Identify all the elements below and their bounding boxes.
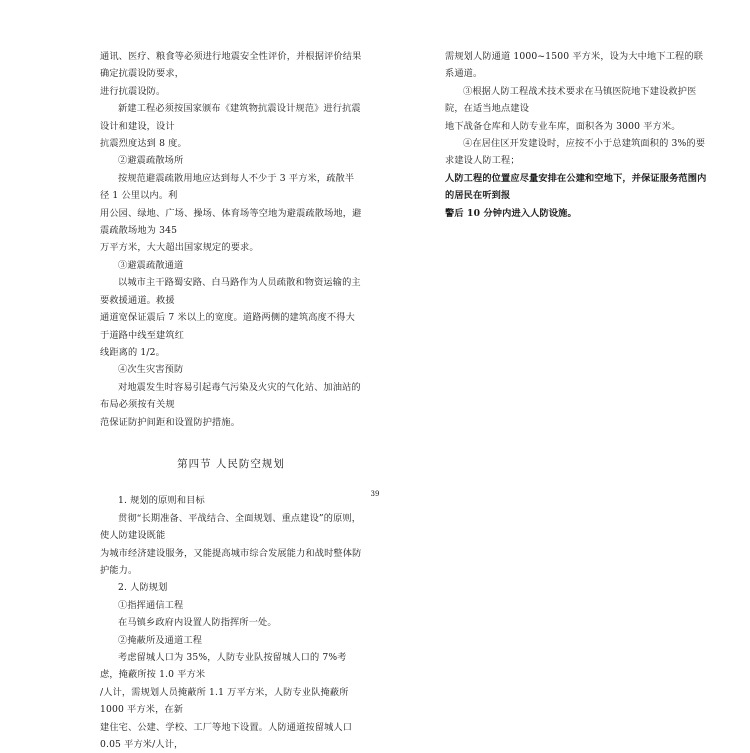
paragraph-line: 范保证防护间距和设置防护措施。 xyxy=(100,416,241,428)
paragraph-line: 为城市经济建设服务，又能提高城市综合发展能力和战时整体防护能力。 xyxy=(100,547,362,576)
paragraph-line: 用公园、绿地、广场、操场、体育场等空地为避震疏散场地，避震疏散场地为 345 xyxy=(100,207,362,237)
paragraph-line: 警后 10 分钟内进入人防设施。 xyxy=(445,207,577,219)
paragraph-line: 线距离的 1/2。 xyxy=(100,346,165,358)
paragraph-line: ④在居住区开发建设时，应按不小于总建筑面积的 3%的要求建设人防工程； xyxy=(445,138,706,167)
heading: 1. 规划的原则和目标 xyxy=(118,495,205,507)
subheading: ①指挥通信工程 xyxy=(118,599,184,611)
paragraph-line: 新建工程必须按国家颁布《建筑物抗震设计规范》进行抗震设计和建设，设计 xyxy=(100,103,361,132)
paragraph-line: 人防工程的位置应尽量安排在公建和空地下，并保证服务范围内的居民在听到报 xyxy=(445,172,707,202)
paragraph-line: 地下战备仓库和人防专业车库，面积各为 3000 平方米。 xyxy=(445,120,681,132)
subheading: ③避震疏散通道 xyxy=(118,259,184,271)
heading: 2. 人防规划 xyxy=(118,582,168,594)
paragraph-line: 以城市主干路蜀安路、白马路作为人员疏散和物资运输的主要救援通道。救援 xyxy=(100,277,361,306)
subheading: ②掩蔽所及通道工程 xyxy=(118,634,203,646)
paragraph-line: 在马镇乡政府内设置人防指挥所一处。 xyxy=(118,617,277,629)
paragraph-line: /人计，需规划人员掩蔽所 1.1 万平方米，人防专业队掩蔽所 1000 平方米，在新 xyxy=(100,686,349,716)
paragraph-line: ③根据人防工程战术技术要求在马镇医院地下建设救护医院，在适当地点建设 xyxy=(445,85,697,115)
subheading: ②避震疏散场所 xyxy=(118,155,184,167)
paragraph-line: 对地震发生时容易引起毒气污染及火灾的气化站、加油站的布局必须按有关规 xyxy=(100,381,361,411)
left-column xyxy=(100,48,362,753)
page-number: 39 xyxy=(370,490,380,498)
paragraph-line: 建住宅、公建、学校、工厂等地下设置。人防通道按留城人口 0.05 平方米/人计， xyxy=(100,721,353,751)
paragraph-line: 贯彻“长期准备、平战结合、全面规划、重点建设”的原则，使人防建设既能 xyxy=(100,512,362,542)
subheading: ④次生灾害预防 xyxy=(118,364,184,376)
paragraph-line: 需规划人防通道 1000~1500 平方米，设为大中地下工程的联系通道。 xyxy=(445,51,704,80)
right-column xyxy=(445,48,707,222)
paragraph-line: 进行抗震设防。 xyxy=(100,85,166,97)
paragraph-line: 通讯、医疗、粮食等必须进行地震安全性评价，并根据评价结果确定抗震设防要求， xyxy=(100,51,362,80)
paragraph-line: 万平方米，大大超出国家规定的要求。 xyxy=(100,242,259,254)
paragraph-line: 按规范避震疏散用地应达到每人不少于 3 平方米，疏散半径 1 公里以内。利 xyxy=(100,172,355,202)
section-title: 第四节 人民防空规划 xyxy=(177,457,285,470)
paragraph-line: 考虑留城人口为 35%，人防专业队按留城人口的 7%考虑，掩蔽所按 1.0 平方米 xyxy=(100,652,347,681)
paragraph-line: 通道宽保证震后 7 米以上的宽度。道路两侧的建筑高度不得大于道路中线至建筑红 xyxy=(100,312,355,341)
paragraph-line: 抗震烈度达到 8 度。 xyxy=(100,138,187,150)
